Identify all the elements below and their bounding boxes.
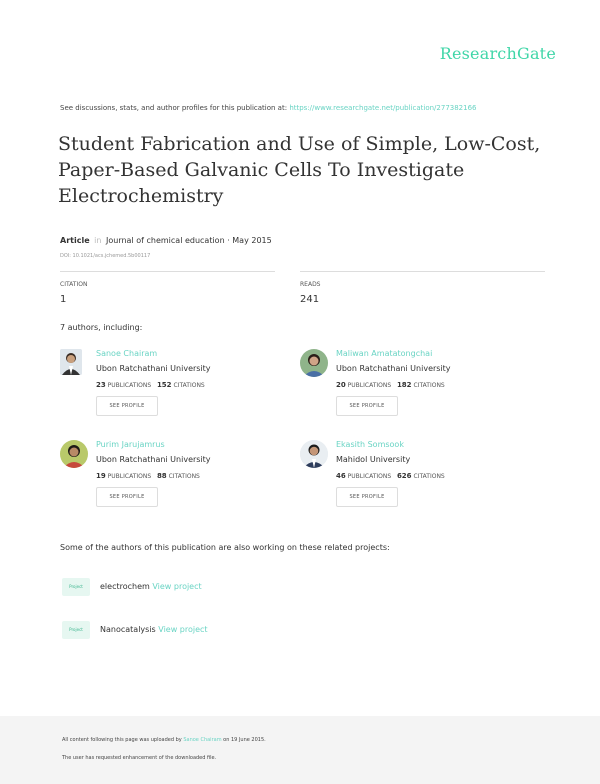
author-name[interactable]: Purim Jarujamrus <box>96 440 165 449</box>
project-name: Nanocatalysis <box>100 625 156 634</box>
see-profile-button[interactable]: SEE PROFILE <box>96 487 158 507</box>
author-affiliation: Ubon Ratchathani University <box>96 364 211 373</box>
publications-label: PUBLICATIONS <box>107 382 152 389</box>
view-project-link[interactable]: View project <box>152 582 202 591</box>
avatar[interactable] <box>60 440 88 468</box>
citation-count: 182 <box>396 381 412 389</box>
citation-count: 88 <box>156 472 167 480</box>
author-name[interactable]: Ekasith Somsook <box>336 440 404 449</box>
authors-heading: 7 authors, including: <box>60 323 143 332</box>
footer <box>0 716 600 784</box>
author-stats <box>96 472 200 480</box>
project-title <box>100 582 202 591</box>
doi: DOI: 10.1021/acs.jchemed.5b00117 <box>60 253 151 259</box>
author-card <box>60 349 300 419</box>
citation-count: 626 <box>396 472 412 480</box>
upload-notice <box>62 737 266 743</box>
citation-count: 152 <box>156 381 172 389</box>
citations-label: CITATIONS <box>173 382 205 389</box>
reads-count: 241 <box>300 294 320 305</box>
publication-count: 20 <box>336 381 346 389</box>
discussion-line <box>60 104 477 112</box>
publications-label: PUBLICATIONS <box>347 473 392 480</box>
author-affiliation: Mahidol University <box>336 455 411 464</box>
publication-count: 19 <box>96 472 106 480</box>
publication-meta <box>60 236 272 245</box>
divider <box>300 271 545 272</box>
avatar[interactable] <box>300 349 328 377</box>
author-name[interactable]: Maliwan Amatatongchai <box>336 349 433 358</box>
projects-heading: Some of the authors of this publication are also working on these related projects: <box>60 543 390 552</box>
project-badge: Project <box>62 578 90 596</box>
uploader-link[interactable]: Sanoe Chairam <box>183 737 222 743</box>
author-affiliation: Ubon Ratchathani University <box>336 364 451 373</box>
see-profile-button[interactable]: SEE PROFILE <box>336 396 398 416</box>
citation-label: CITATION <box>60 281 88 288</box>
journal-info: Journal of chemical education · May 2015 <box>106 236 272 245</box>
project-name: electrochem <box>100 582 150 591</box>
author-name[interactable]: Sanoe Chairam <box>96 349 158 358</box>
author-stats <box>96 381 205 389</box>
publications-label: PUBLICATIONS <box>347 382 392 389</box>
see-profile-button[interactable]: SEE PROFILE <box>336 487 398 507</box>
author-card <box>60 440 300 510</box>
publication-type: Article <box>60 236 90 245</box>
publication-link[interactable]: https://www.researchgate.net/publication/277382166 <box>289 104 477 112</box>
publication-title: Student Fabrication and Use of Simple, Low-Cost, Paper-Based Galvanic Cells To Investigate Electrochemistry <box>58 133 541 207</box>
author-card <box>300 440 540 510</box>
citations-label: CITATIONS <box>168 473 200 480</box>
author-stats <box>336 381 445 389</box>
upload-notice-prefix: All content following this page was uploaded by <box>62 737 182 743</box>
author-affiliation: Ubon Ratchathani University <box>96 455 211 464</box>
author-stats <box>336 472 445 480</box>
upload-notice-date: on 19 June 2015. <box>223 737 266 743</box>
author-card <box>300 349 540 419</box>
publication-count: 46 <box>336 472 346 480</box>
enhancement-notice: The user has requested enhancement of the downloaded file. <box>62 755 217 761</box>
avatar[interactable] <box>300 440 328 468</box>
publications-label: PUBLICATIONS <box>107 473 152 480</box>
in-label: in <box>94 236 102 245</box>
citations-label: CITATIONS <box>413 382 445 389</box>
citations-label: CITATIONS <box>413 473 445 480</box>
avatar[interactable] <box>60 349 82 375</box>
divider <box>60 271 275 272</box>
publication-count: 23 <box>96 381 106 389</box>
project-title <box>100 625 208 634</box>
discussion-text: See discussions, stats, and author profiles for this publication at: <box>60 104 288 112</box>
citation-count: 1 <box>60 294 67 305</box>
see-profile-button[interactable]: SEE PROFILE <box>96 396 158 416</box>
reads-label: READS <box>300 281 321 288</box>
researchgate-logo[interactable]: ResearchGate <box>439 44 556 63</box>
project-badge: Project <box>62 621 90 639</box>
view-project-link[interactable]: View project <box>158 625 208 634</box>
